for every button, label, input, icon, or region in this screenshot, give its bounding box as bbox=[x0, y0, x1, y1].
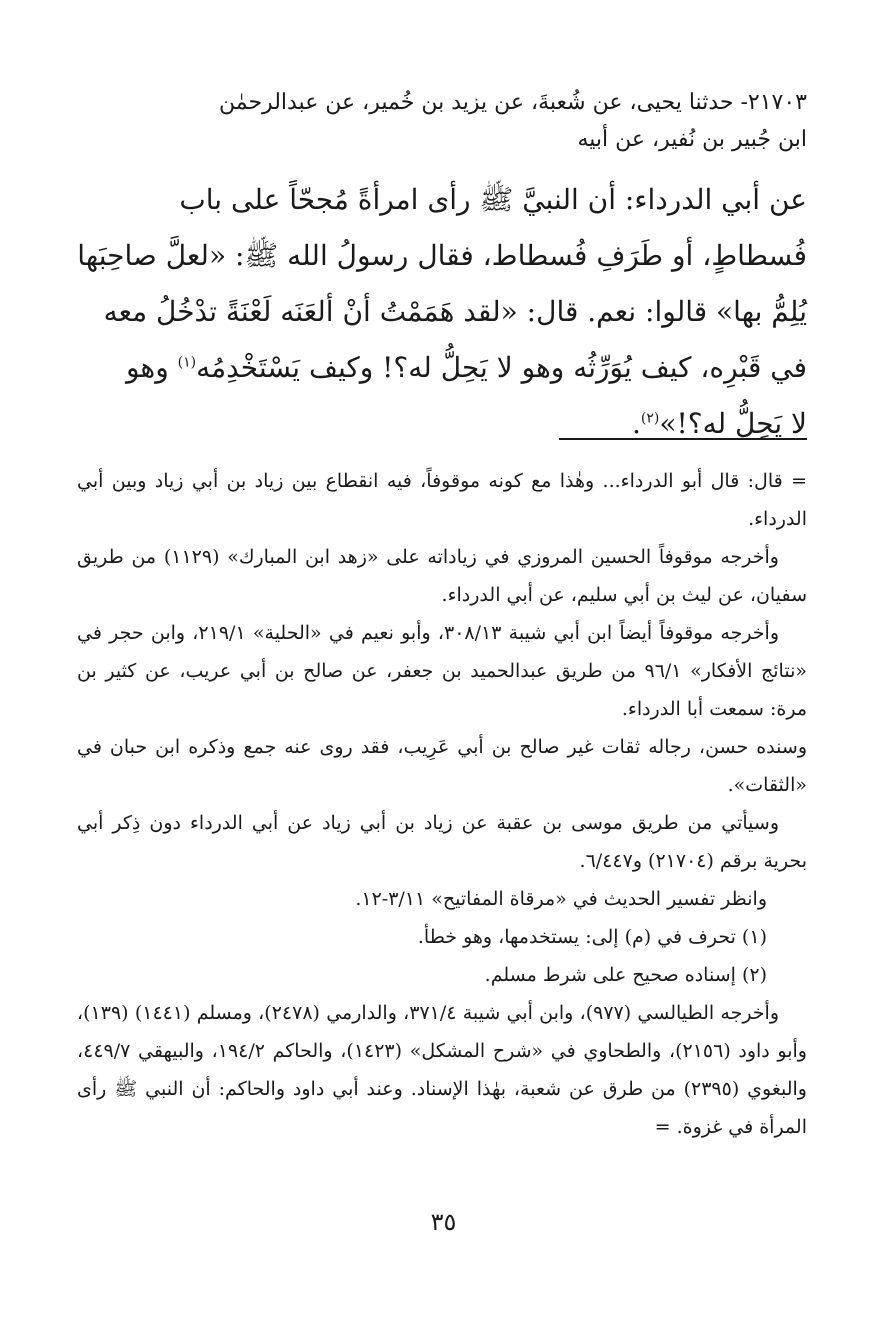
hadith-isnad bbox=[77, 84, 807, 158]
footnote-separator bbox=[559, 438, 807, 440]
matn-line: عن أبي الدرداء: أن النبيَّ ﷺ رأى امرأةً مُجحّاً على باب bbox=[179, 183, 807, 216]
matn-line bbox=[77, 396, 807, 452]
isnad-line: ٢١٧٠٣- حدثنا يحيى، عن شُعبةَ، عن يزيد بن خُمير، عن عبدالرحمٰن bbox=[218, 90, 807, 115]
matn-line: فُسطاطٍ، أو طَرَفِ فُسطاط، فقال رسولُ الله ﷺ: «لعلَّ صاحِبَها bbox=[77, 239, 807, 272]
footnote-paragraph: وأخرجه الطيالسي (٩٧٧)، وابن أبي شيبة ٣٧١/٤، والدارمي (٢٤٧٨)، ومسلم (١٤٤١) (١٣٩)، وأبو داود (٢١٥٦)، والطحاوي في «شرح المشكل» (١٤٢٣)، والحاكم ١٩٤/٢، والبيهقي ٤٤٩/٧، والبغوي (٢٣٩٥) من طرق عن شعبة، بهٰذا الإسناد. وعند أبي داود والحاكم: أن النبي ﷺ رأى المرأة في غزوة. = bbox=[77, 1002, 807, 1138]
matn-text: وهو bbox=[125, 351, 178, 384]
footnote-1: (١) تحرف في (م) إلى: يستخدمها، وهو خطأ. bbox=[417, 926, 767, 948]
footnote-paragraph: وسيأتي من طريق موسى بن عقبة عن زياد بن أبي زياد عن أبي الدرداء دون ذِكر أبي بحرية برقم (٢١٧٠٤) و٦/٤٤٧. bbox=[77, 812, 807, 872]
hadith-matn bbox=[77, 172, 807, 452]
matn-text: في قَبْرِه، كيف يُوَرِّثُه وهو لا يَحِلُّ له؟! وكيف يَسْتَخْدِمُه bbox=[196, 351, 807, 384]
footnote-marker-1: (١) bbox=[177, 354, 197, 371]
isnad-line: ابن جُبير بن نُفير، عن أبيه bbox=[577, 127, 807, 152]
footnote-paragraph: وأخرجه موقوفاً أيضاً ابن أبي شيبة ٣٠٨/١٣، وأبو نعيم في «الحلية» ٢١٩/١، وابن حجر في «نتائج الأفكار» ٩٦/١ من طريق عبدالحميد بن جعفر، عن صالح بن أبي عريب، عن كثير بن مرة: سمعت أبا الدرداء. bbox=[77, 622, 807, 720]
page-number: ٣٥ bbox=[430, 1208, 457, 1236]
footnote-paragraph: وأخرجه موقوفاً الحسين المروزي في زياداته على «زهد ابن المبارك» (١١٢٩) من طريق سفيان، عن ليث بن أبي سليم، عن أبي الدرداء. bbox=[77, 546, 807, 606]
matn-text: . bbox=[631, 407, 641, 440]
footnote-paragraph: وانظر تفسير الحديث في «مرقاة المفاتيح» ٣/١١-١٢. bbox=[355, 888, 767, 910]
footnotes bbox=[77, 462, 807, 1146]
footnote-paragraph: = قال: قال أبو الدرداء... وهٰذا مع كونه موقوفاً، فيه انقطاع بين زياد بن أبي زياد وبين أبي الدرداء. bbox=[77, 470, 807, 530]
footnote-marker-2: (٢) bbox=[640, 410, 660, 427]
matn-line bbox=[77, 340, 807, 396]
footnote-2: (٢) إسناده صحيح على شرط مسلم. bbox=[484, 964, 767, 986]
footnote-paragraph: وسنده حسن، رجاله ثقات غير صالح بن أبي عَرِيب، فقد روى عنه جمع وذكره ابن حبان في «الثقات». bbox=[77, 736, 807, 796]
matn-line: يُلِمُّ بها» قالوا: نعم. قال: «لقد هَمَمْتُ أنْ ألعَنَه لَعْنَةً تدْخُلُ معه bbox=[103, 295, 807, 328]
matn-text: لا يَحِلُّ له؟!» bbox=[659, 407, 807, 440]
